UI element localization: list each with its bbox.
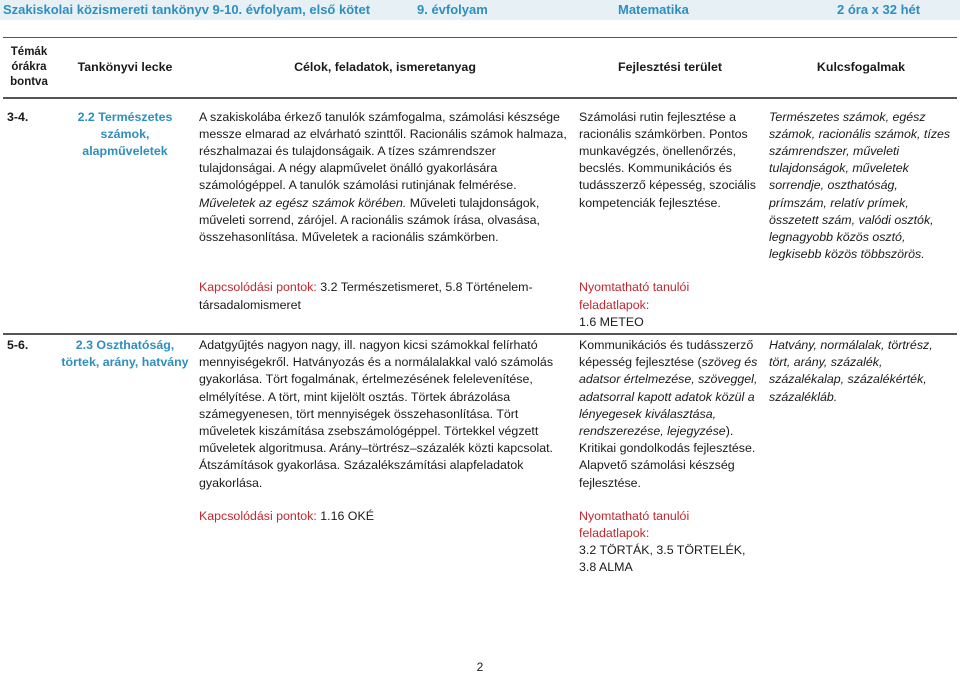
goal-text: Törtek ábrázolása számegyenesen, tört mennyiségek összehasonlítása. [199, 389, 511, 421]
page-number: 2 [476, 660, 484, 674]
goal-text: Tört fogalmának, értelmezésének felelevenítése, elmélyítése. [199, 372, 533, 404]
printable-label: Nyomtatható tanulói feladatlapok: [579, 508, 690, 540]
printable-cell [575, 494, 765, 579]
table-row-connections [3, 494, 957, 579]
lesson-cell: 2.3 Oszthatóság, törtek, arány, hatvány [55, 334, 195, 494]
goal-text: Adatgyűjtés nagyon nagy, ill. nagyon kicsi számokkal felírható mennyiségekről. [199, 337, 538, 370]
curriculum-table [3, 37, 957, 579]
goal-text: Műveletek a racionális számkörben. [301, 229, 499, 244]
hours-cell: 5-6. [3, 334, 55, 494]
goal-text: Tört műveletek kiszámítása zsebszámológéppel. [199, 406, 519, 438]
development-text-italic: szöveg és adatsor értelmezése, szöveggel, adatsorral kapott adatok közül a lényegesek kiválasztása, rendszerezése, lejegyzése [579, 355, 758, 438]
document-header [0, 0, 960, 20]
goal-text: Műveleti tulajdonságok, műveleti sorrend, zárójel. [199, 195, 540, 227]
goal-text: Arány–törtrész–százalék közti kapcsolat. [329, 441, 553, 456]
col-header-goals: Célok, feladatok, ismeretanyag [195, 38, 575, 98]
goal-text: Műveletek az egész számok körében. [199, 195, 407, 210]
printable-label: Nyomtatható tanulói feladatlapok: [579, 280, 690, 312]
book-title: Szakiskolai közismereti tankönyv 9-10. évfolyam, első kötet [3, 2, 371, 17]
col-header-hours: Témák órákra bontva [3, 38, 55, 98]
development-cell [575, 334, 765, 494]
lesson-cell: 2.2 Természetes számok, alapműveletek [77, 109, 173, 158]
goal-text: A tízes számrendszer tulajdonságai. [199, 143, 496, 176]
connections-text: 3.2 Természetismeret, 5.8 Történelem-társadalomismeret [199, 280, 533, 312]
subject-label: Matematika [618, 2, 689, 17]
goal-text: Racionális számok halmaza, részhalmazai és tulajdonságaik. [199, 126, 567, 158]
goal-text: A racionális számok írása, olvasása, összehasonlítása. [199, 212, 540, 244]
development-text: Kommunikációs és tudásszerző képesség fejlesztése ( [579, 337, 754, 370]
keywords-cell: Hatvány, normálalak, törtrész, tört, arány, százalék, százalékalap, százalékérték, százalékláb. [765, 334, 957, 494]
printable-cell [575, 265, 765, 334]
goal-text: A négy alapművelet önálló gyakorlására számológéppel. [199, 161, 498, 193]
table-row-connections [3, 265, 957, 334]
col-header-keywords: Kulcsfogalmak [765, 38, 957, 98]
connections-text: 1.16 OKÉ [320, 508, 374, 523]
connections-label: Kapcsolódási pontok: [199, 508, 317, 523]
hours-label: 2 óra x 32 hét [837, 2, 921, 17]
keywords-cell: Természetes számok, egész számok, racionális számok, tízes számrendszer, műveleti tulajdonságok, műveletek sorrendje, oszthatóság, prímszám, relatív prímek, összetett szám, valódi osztók, legnagyobb közös osztó, legkisebb közös többszörös. [769, 109, 951, 262]
connections-cell [195, 265, 575, 334]
table-row [3, 334, 957, 494]
goals-cell [195, 98, 575, 266]
goal-text: Százalékszámítási alapfeladatok gyakorlása. [199, 458, 524, 490]
goal-text: Törtekkel végzett műveletek algoritmusa. [199, 423, 539, 456]
development-cell: Számolási rutin fejlesztése a racionális számkörben. Pontos munkavégzés, önellenőrzés, becslés. Kommunikációs és tudásszerző képesség, szociális kompetenciák fejlesztése. [579, 109, 756, 210]
goal-text: Hatványozás és a normálalakkal való számolás gyakorlása. [199, 355, 554, 387]
connections-label: Kapcsolódási pontok: [199, 280, 317, 295]
goal-text: Átszámítások gyakorlása. [199, 458, 341, 473]
goals-cell [195, 334, 575, 494]
hours-cell: 3-4. [7, 109, 29, 124]
goal-text: A tört, mint kijelölt osztás. [267, 389, 408, 404]
goal-text: A szakiskolába érkező tanulók számfogalma, számolási készsége messze elmarad az elvárható szinttől. [199, 109, 560, 141]
col-header-lesson: Tankönyvi lecke [55, 38, 195, 98]
table-row [3, 98, 957, 266]
printable-text: 3.2 TÖRTÁK, 3.5 TÖRTELÉK, 3.8 ALMA [579, 543, 746, 575]
connections-cell [195, 494, 575, 579]
development-text: ). Kritikai gondolkodás fejlesztése. Alapvető számolási készség fejlesztése. [579, 423, 756, 490]
goal-text: A tanulók számolási rutinjának felmérése. [288, 178, 517, 193]
grade-label: 9. évfolyam [417, 2, 488, 17]
printable-text: 1.6 METEO [579, 314, 644, 329]
col-header-development: Fejlesztési terület [575, 38, 765, 98]
